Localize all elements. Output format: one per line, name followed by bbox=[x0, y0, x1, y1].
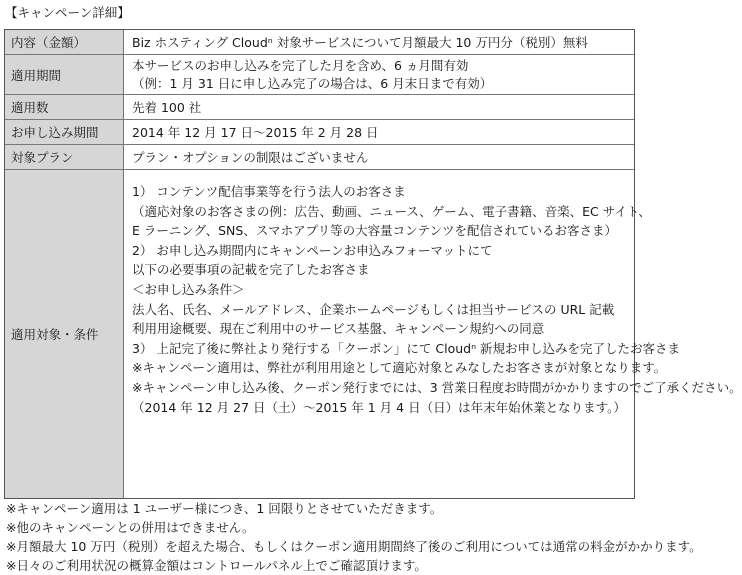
campaign-details-table bbox=[4, 29, 742, 499]
condition-line: 1） コンテンツ配信事業等を行う法人のお客さま bbox=[132, 184, 406, 199]
table-row bbox=[5, 55, 634, 95]
table-row bbox=[5, 145, 634, 170]
condition-line: （適応対象のお客さまの例：広告、動画、ニュース、ゲーム、電子書籍、音楽、EC サイト、 bbox=[132, 203, 651, 219]
condition-line: 2） お申し込み期間内にキャンペーンお申込みフォーマットにて bbox=[132, 242, 493, 258]
condition-line: E ラーニング、SNS、スマホアプリ等の大容量コンテンツを配信されているお客さま） bbox=[132, 223, 617, 239]
page-title: 【キャンペーン詳細】 bbox=[5, 5, 130, 20]
table-row bbox=[5, 95, 634, 120]
table-row bbox=[5, 30, 634, 55]
row-value-period bbox=[124, 55, 634, 94]
condition-line: 法人名、氏名、メールアドレス、企業ホームページもしくは担当サービスの URL 記載 bbox=[132, 301, 615, 317]
row-label-conditions: 適用対象・条件 bbox=[5, 170, 124, 498]
footnote: ※他のキャンペーンとの併用はできません。 bbox=[6, 520, 255, 535]
row-label-content: 内容（金額） bbox=[5, 30, 124, 54]
period-line: （例：1 月 31 日に申し込み完了の場合は、6 月末日まで有効） bbox=[132, 75, 493, 91]
condition-line: 利用用途概要、現在ご利用中のサービス基盤、キャンペーン規約への同意 bbox=[132, 321, 545, 337]
table-row bbox=[5, 120, 634, 145]
condition-note: ※キャンペーン申し込み後、クーポン発行までには、3 営業日程度お時間がかかりますのでご了承ください。 bbox=[132, 379, 742, 395]
row-label-application-period: お申し込み期間 bbox=[5, 120, 124, 144]
condition-line: ＜お申し込み条件＞ bbox=[132, 281, 245, 297]
row-value-application-period bbox=[124, 120, 634, 144]
row-label-period: 適用期間 bbox=[5, 55, 124, 94]
application-period-text: 2014 年 12 月 17 日～2015 年 2 月 28 日 bbox=[132, 125, 379, 140]
row-label-count: 適用数 bbox=[5, 95, 124, 119]
plan-text: プラン・オプションの制限はございません bbox=[132, 150, 369, 165]
footnotes bbox=[6, 499, 702, 575]
period-line: 本サービスのお申し込みを完了した月を含め、6 ヵ月間有効 bbox=[132, 58, 469, 73]
row-label-plan: 対象プラン bbox=[5, 145, 124, 169]
footnote: ※キャンペーン適用は 1 ユーザー様につき、1 回限りとさせていただきます。 bbox=[6, 501, 443, 516]
footnote: ※日々のご利用状況の概算金額はコントロールパネル上でご確認頂けます。 bbox=[6, 558, 427, 573]
content-amount-text: Biz ホスティング Cloudⁿ 対象サービスについて月額最大 10 万円分（税別）無料 bbox=[132, 35, 588, 50]
table-row bbox=[5, 170, 742, 498]
footnote: ※月額最大 10 万円（税別）を超えた場合、もしくはクーポン適用期間終了後のご利用については通常の料金がかかります。 bbox=[6, 539, 702, 554]
row-value-count bbox=[124, 95, 634, 119]
row-value-conditions bbox=[124, 170, 742, 498]
count-text: 先着 100 社 bbox=[132, 100, 202, 115]
row-value-plan bbox=[124, 145, 634, 169]
condition-note: ※キャンペーン適用は、弊社が利用用途として適応対象とみなしたお客さまが対象となります。 bbox=[132, 360, 667, 376]
condition-line: 3） 上記完了後に弊社より発行する「クーポン」にて Cloudⁿ 新規お申し込みを完了したお客さま bbox=[132, 340, 681, 356]
condition-line: 以下の必要事項の記載を完了したお客さま bbox=[132, 262, 370, 278]
condition-note: （2014 年 12 月 27 日（土）～2015 年 1 月 4 日（日）は年末年始休業となります。） bbox=[132, 399, 626, 415]
row-value-content bbox=[124, 30, 634, 54]
